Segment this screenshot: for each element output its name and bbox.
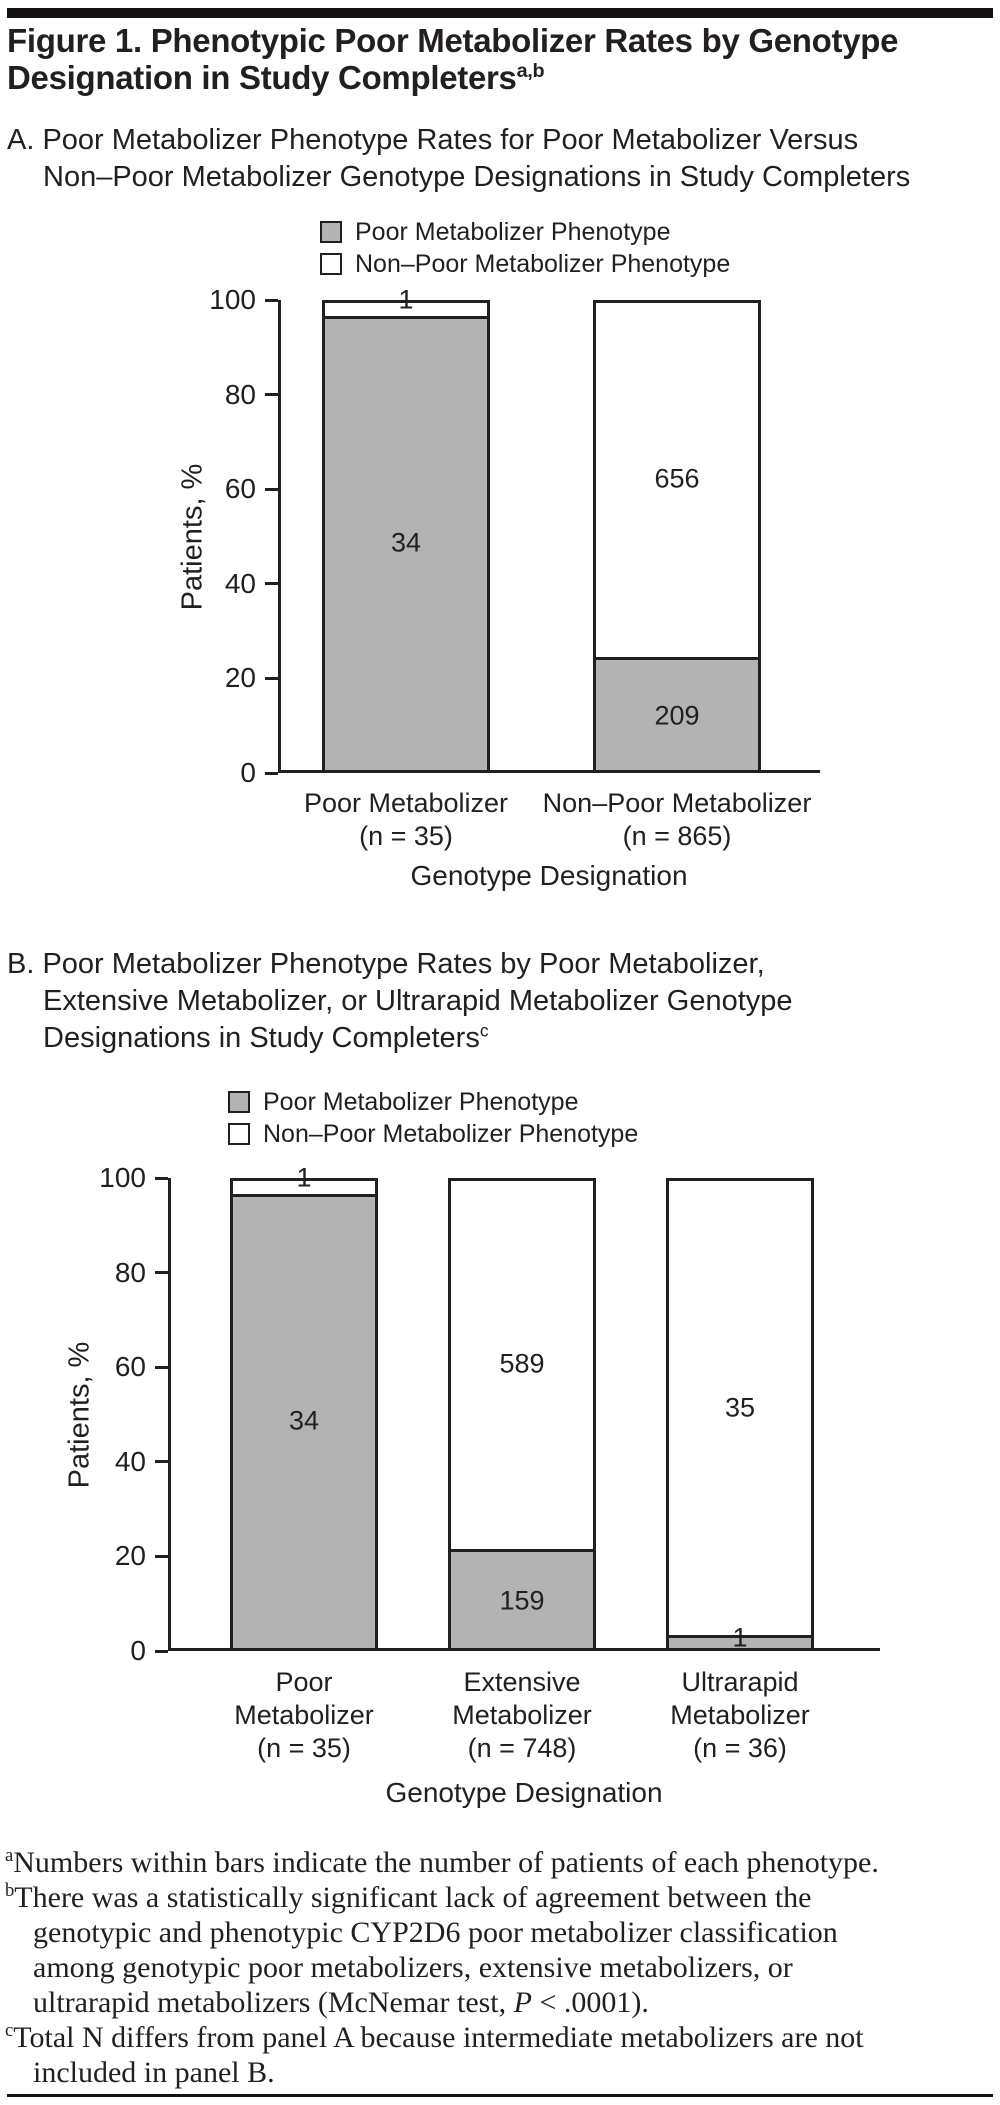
bar-count-label: 159 [499, 1585, 545, 1616]
y-axis-tick-label: 20 [114, 1540, 146, 1572]
y-axis-title: Patients, % [63, 1341, 96, 1488]
panel-a-legend [320, 216, 730, 280]
y-axis-tick [265, 393, 278, 396]
white-swatch-icon [320, 253, 342, 275]
bar-count-label: 35 [724, 1392, 756, 1423]
category-label-line: Metabolizer [452, 1700, 592, 1730]
footnote-text: Numbers within bars indicate the number of patients of each phenotype. [13, 1846, 879, 1879]
footnotes [5, 1845, 905, 2090]
figure-title-line1: Figure 1. Phenotypic Poor Metabolizer Rates by Genotype [7, 22, 899, 59]
category-label-line: Metabolizer [234, 1700, 374, 1730]
y-axis-tick-label: 0 [240, 757, 256, 788]
y-axis-tick-label: 80 [224, 378, 256, 410]
footnote-marker: b [5, 1880, 15, 1901]
panel-b-heading-line3-text: Designations in Study Completers [43, 1022, 480, 1054]
gray-swatch-icon [228, 1091, 250, 1113]
category-label-line: Extensive [463, 1667, 581, 1697]
y-axis-tick [265, 488, 278, 491]
category-label-line: (n = 748) [467, 1733, 577, 1763]
y-axis-tick-label: 60 [224, 473, 256, 505]
panel-a-heading-line2: Non–Poor Metabolizer Genotype Designations in Study Completers [43, 161, 911, 193]
legend-item-non-poor-phenotype [228, 1118, 638, 1150]
figure-title-line2-text: Designation in Study Completers [7, 59, 517, 96]
footnote-text: < .0001). [531, 1986, 649, 2019]
panel-b-heading [7, 946, 793, 1057]
y-axis-tick-label: 80 [114, 1256, 146, 1288]
legend-item-poor-phenotype [320, 216, 730, 248]
category-label [543, 787, 812, 853]
figure-title-line2 [7, 59, 898, 96]
y-axis-tick [155, 1555, 168, 1558]
y-axis-tick [155, 1177, 168, 1180]
bottom-rule [7, 2094, 993, 2097]
y-axis-tick [265, 299, 278, 302]
y-axis-tick [265, 677, 278, 680]
bar-count-label: 1 [732, 1622, 748, 1653]
white-swatch-icon [228, 1123, 250, 1145]
y-axis-tick-label: 100 [209, 284, 256, 315]
legend-item-poor-phenotype [228, 1086, 638, 1118]
category-label-line: Poor Metabolizer [303, 788, 509, 818]
category-label [452, 1666, 592, 1765]
panel-b-heading-line3 [43, 1020, 793, 1057]
stacked-bar [448, 1178, 596, 1651]
y-axis-tick [265, 582, 278, 585]
y-axis-tick [155, 1366, 168, 1369]
panel-b-heading-line2: Extensive Metabolizer, or Ultrarapid Metabolizer Genotype [43, 985, 793, 1017]
panel-b-heading-superscript: c [479, 1020, 489, 1041]
panel-b-heading-line1: B. Poor Metabolizer Phenotype Rates by Poor Metabolizer, [7, 948, 765, 980]
legend-label: Non–Poor Metabolizer Phenotype [355, 249, 731, 278]
legend-label: Poor Metabolizer Phenotype [355, 217, 671, 246]
x-axis-title: Genotype Designation [410, 860, 688, 891]
category-label-line: (n = 35) [257, 1733, 351, 1763]
bar-count-label: 1 [398, 284, 414, 315]
figure-title-superscript: a,b [516, 60, 545, 82]
category-label [670, 1666, 810, 1765]
bar-count-label: 1 [296, 1162, 312, 1193]
y-axis-title: Patients, % [176, 463, 209, 610]
footnote-marker: c [5, 2020, 14, 2041]
legend-item-non-poor-phenotype [320, 248, 730, 280]
category-label-line: Ultrarapid [681, 1667, 799, 1697]
panel-b-legend [228, 1086, 638, 1150]
footnote-c [5, 2020, 905, 2090]
footnote-text: Total N differs from panel A because intermediate metabolizers are not included in panel B. [13, 2021, 864, 2089]
category-label-line: (n = 36) [693, 1733, 787, 1763]
category-label [234, 1666, 374, 1765]
category-label-line: Poor [275, 1667, 333, 1697]
category-label-line: (n = 865) [622, 821, 732, 851]
y-axis-tick [155, 1271, 168, 1274]
top-rule [7, 8, 993, 18]
footnote-italic-text: P [513, 1986, 532, 2019]
category-label-line: (n = 35) [359, 821, 453, 851]
category-label [304, 787, 508, 853]
footnote-text: There was a statistically significant lack of agreement between the genotypic and phenotypic CYP2D6 poor metabolizer classification among genotypic poor metabolizers, extensive metabolizers, or ultrarapid metabolizers (McNemar test, [14, 1881, 838, 2019]
y-axis-tick-label: 60 [114, 1351, 146, 1383]
y-axis-tick-label: 40 [114, 1445, 146, 1477]
y-axis-tick-label: 100 [99, 1162, 146, 1193]
y-axis-tick [155, 1460, 168, 1463]
y-axis-tick-label: 40 [224, 567, 256, 599]
bar-count-label: 656 [654, 463, 700, 494]
footnote-a [5, 1845, 905, 1880]
category-label-line: Metabolizer [670, 1700, 810, 1730]
footnote-b [5, 1880, 905, 2020]
y-axis-tick [155, 1650, 168, 1653]
panel-a-heading [7, 122, 910, 196]
bar-count-label: 34 [288, 1405, 320, 1436]
y-axis-tick [265, 772, 278, 775]
category-label-line: Non–Poor Metabolizer [542, 788, 812, 818]
y-axis-tick-label: 0 [130, 1635, 146, 1666]
legend-label: Poor Metabolizer Phenotype [263, 1087, 579, 1116]
x-axis-title: Genotype Designation [385, 1777, 663, 1808]
legend-label: Non–Poor Metabolizer Phenotype [263, 1119, 639, 1148]
footnote-marker: a [5, 1845, 14, 1866]
figure-title [7, 22, 898, 96]
bar-count-label: 209 [654, 700, 700, 731]
bar-count-label: 589 [499, 1348, 545, 1379]
panel-a-heading-line1: A. Poor Metabolizer Phenotype Rates for Poor Metabolizer Versus [7, 124, 859, 156]
y-axis-tick-label: 20 [224, 662, 256, 694]
gray-swatch-icon [320, 221, 342, 243]
bar-count-label: 34 [390, 527, 422, 558]
